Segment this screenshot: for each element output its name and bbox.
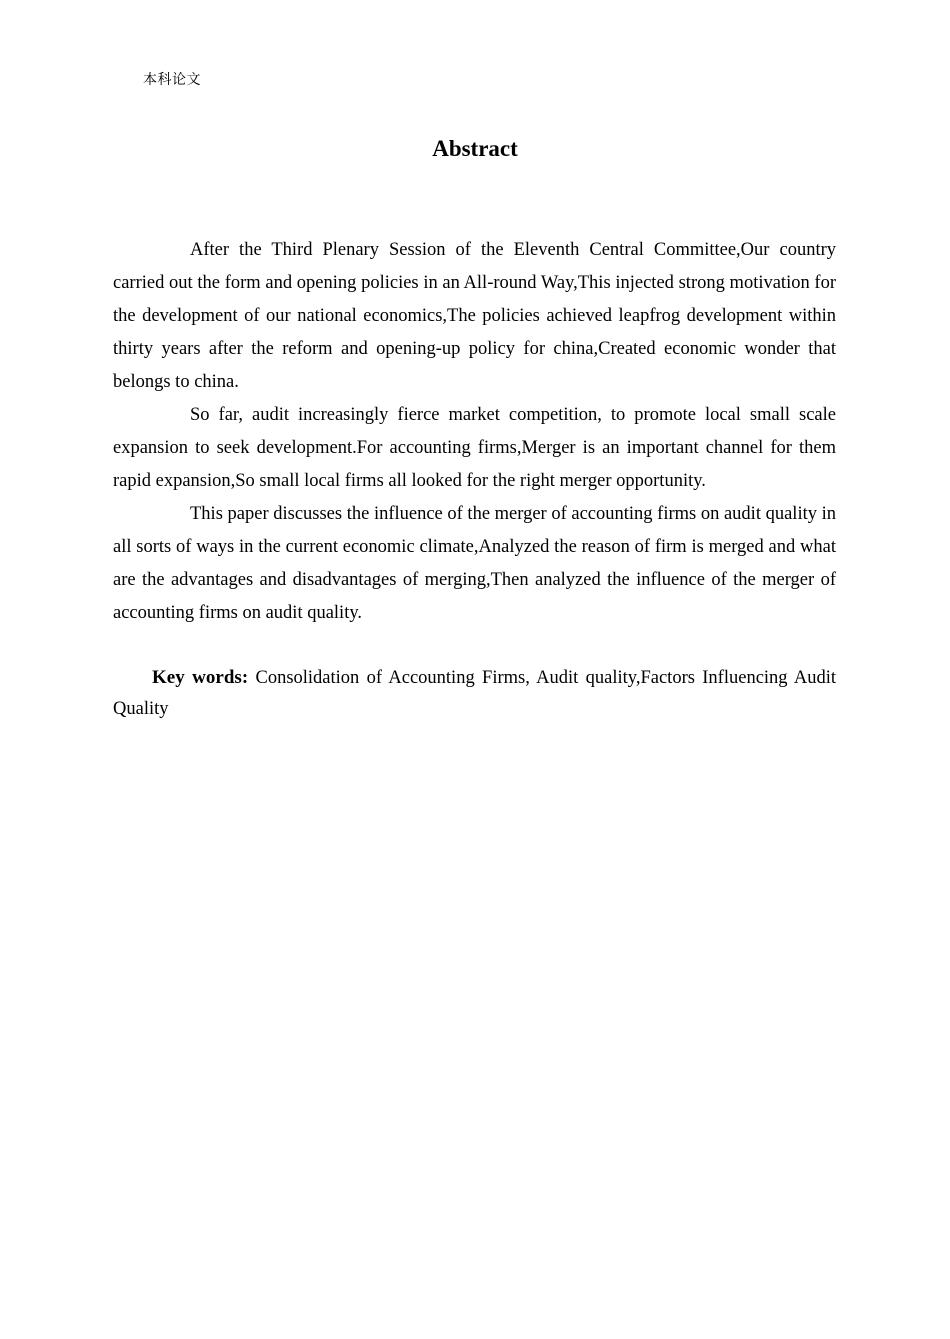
keywords-line (113, 662, 836, 725)
keywords-text: Consolidation of Accounting Firms, Audit quality,Factors Influencing Audit Quality (113, 668, 837, 719)
abstract-title: Abstract (432, 136, 518, 161)
abstract-paragraph-2: So far, audit increasingly fierce market competition, to promote local small scale expansion to seek development.For accounting firms,Merger is an important channel for them rapid expansion,So small local firms all looked for the right merger opportunity. (113, 405, 836, 491)
keywords-label: Key words (152, 667, 242, 688)
abstract-paragraph-1: After the Third Plenary Session of the Eleventh Central Committee,Our country carried out the form and opening policies in an All-round Way,This injected strong motivation for the development of our national economics,The policies achieved leapfrog development within thirty years after the reform and opening-up policy for china,Created economic wonder that belongs to china. (113, 240, 836, 392)
abstract-body (113, 234, 836, 630)
abstract-paragraph-3: This paper discusses the influence of the merger of accounting firms on audit quality in all sorts of ways in the current economic climate,Analyzed the reason of firm is merged and what are the advantages and disadvantages of merging,Then analyzed the influence of the merger of accounting firms on audit quality. (113, 504, 836, 623)
keywords-separator: : (241, 667, 249, 688)
page-header-label: 本科论文 (143, 72, 201, 88)
